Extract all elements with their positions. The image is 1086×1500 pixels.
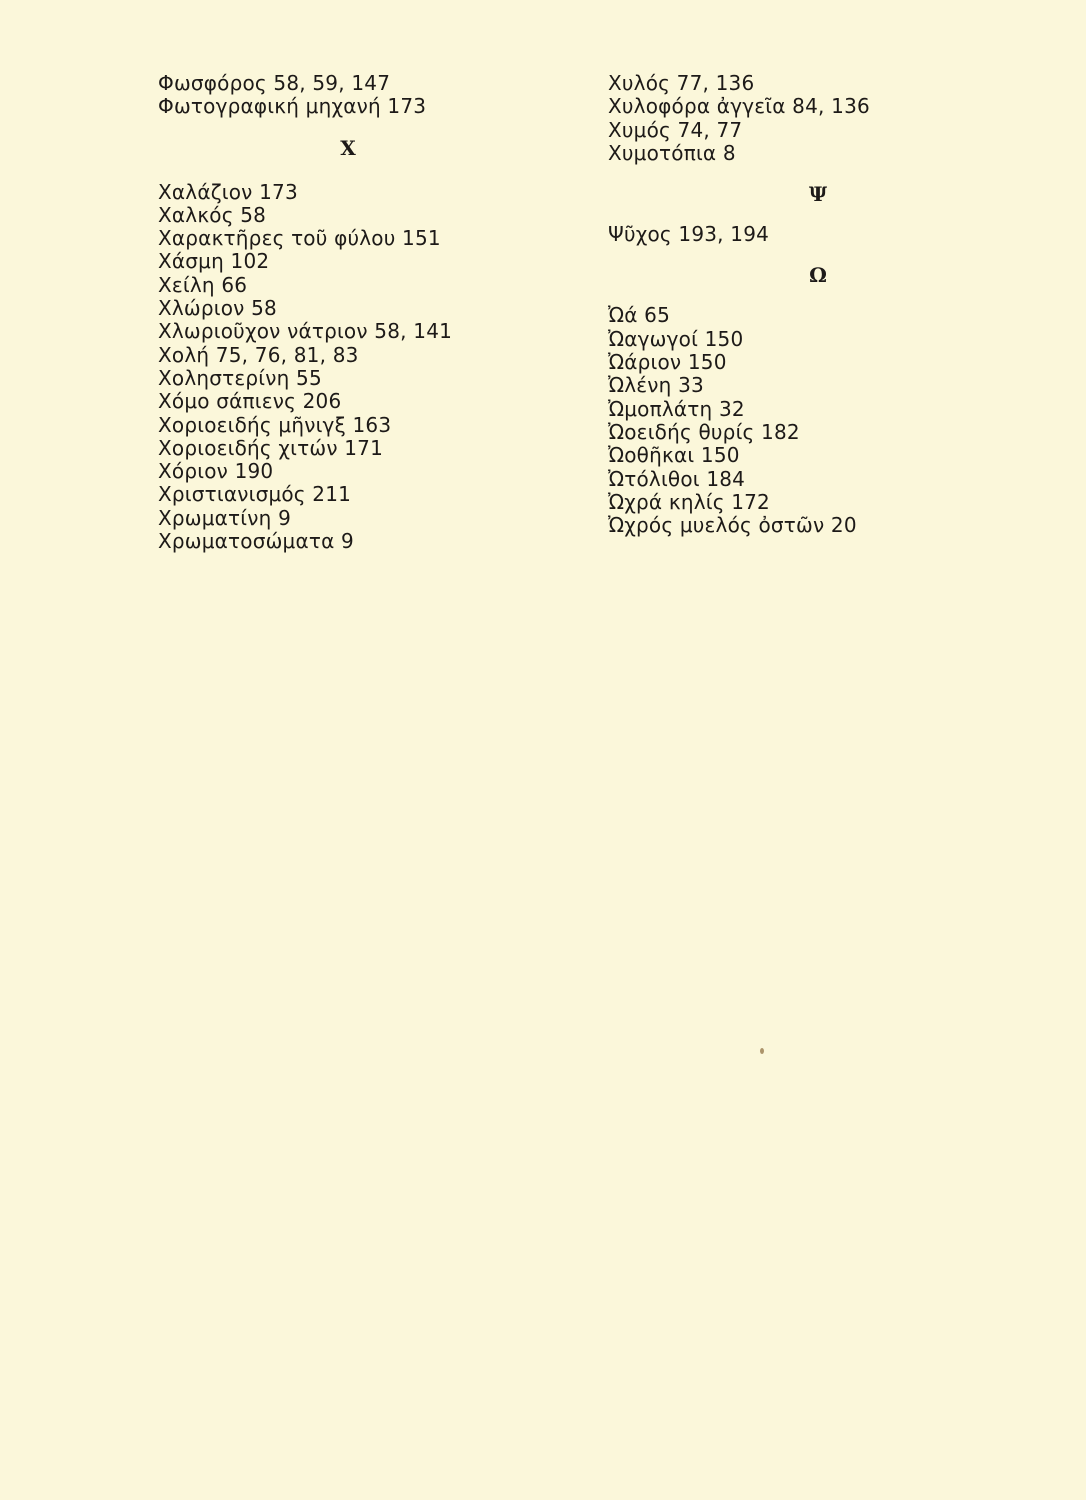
index-entry: Ὠτόλιθοι 184 [608,466,746,491]
index-entry: Χυλός 77, 136 [608,71,755,95]
index-entry: Χλώριον 58 [158,296,277,321]
index-entry: Ὠάριον 150 [608,350,727,375]
section-heading-chi: Χ [340,135,356,160]
index-entry: Χόριον 190 [158,459,274,484]
index-entry: Ὠά 65 [608,303,671,328]
index-entry: Χρωματίνη 9 [158,505,291,530]
index-column-left [158,72,548,553]
paper-speck [760,1048,764,1054]
index-entry: Φωσφόρος 58, 59, 147 [158,71,391,95]
index-entry: Ὠμοπλάτη 32 [608,396,745,421]
index-entry: Ψῦχος 193, 194 [608,222,770,247]
section-heading-psi: Ψ [808,182,828,207]
index-entry: Χυμοτόπια 8 [608,140,736,165]
index-entry: Χαλκός 58 [158,202,267,227]
index-entry: Ὠαγωγοί 150 [608,326,744,351]
section-heading-omega: Ω [809,263,827,288]
index-entry: Χριστιανισμός 211 [158,482,352,507]
index-entry: Χόμο σάπιενς 206 [158,389,342,414]
index-entry: Φωτογραφική μηχανή 173 [158,94,427,119]
index-entry: Χοριοειδής χιτών 171 [158,435,384,460]
index-entry: Χάσμη 102 [158,249,270,274]
index-entry: Χολή 75, 76, 81, 83 [158,342,359,367]
index-entry: Χείλη 66 [158,272,248,297]
index-entry: Ὠχρός μυελός ὀστῶν 20 [608,513,857,538]
index-entry: Χοληστερίνη 55 [158,365,322,390]
index-column-right [608,72,1008,537]
index-entry: Ὠλένη 33 [608,373,704,398]
index-entry: Χαλάζιον 173 [158,179,298,204]
index-entry: Ὠοειδής θυρίς 182 [608,419,800,444]
index-entry: Χυμός 74, 77 [608,117,743,142]
index-entry: Χρωματοσώματα 9 [158,529,354,554]
index-entry: Ὠχρά κηλίς 172 [608,489,770,514]
index-entry: Χοριοειδής μῆνιγξ 163 [158,412,392,437]
index-entry: Ὠοθῆκαι 150 [608,443,740,468]
index-entry: Χαρακτῆρες τοῦ φύλου 151 [158,226,441,251]
index-entry: Χυλοφόρα ἀγγεῖα 84, 136 [608,94,870,119]
index-entry: Χλωριοῦχον νάτριον 58, 141 [158,319,453,344]
